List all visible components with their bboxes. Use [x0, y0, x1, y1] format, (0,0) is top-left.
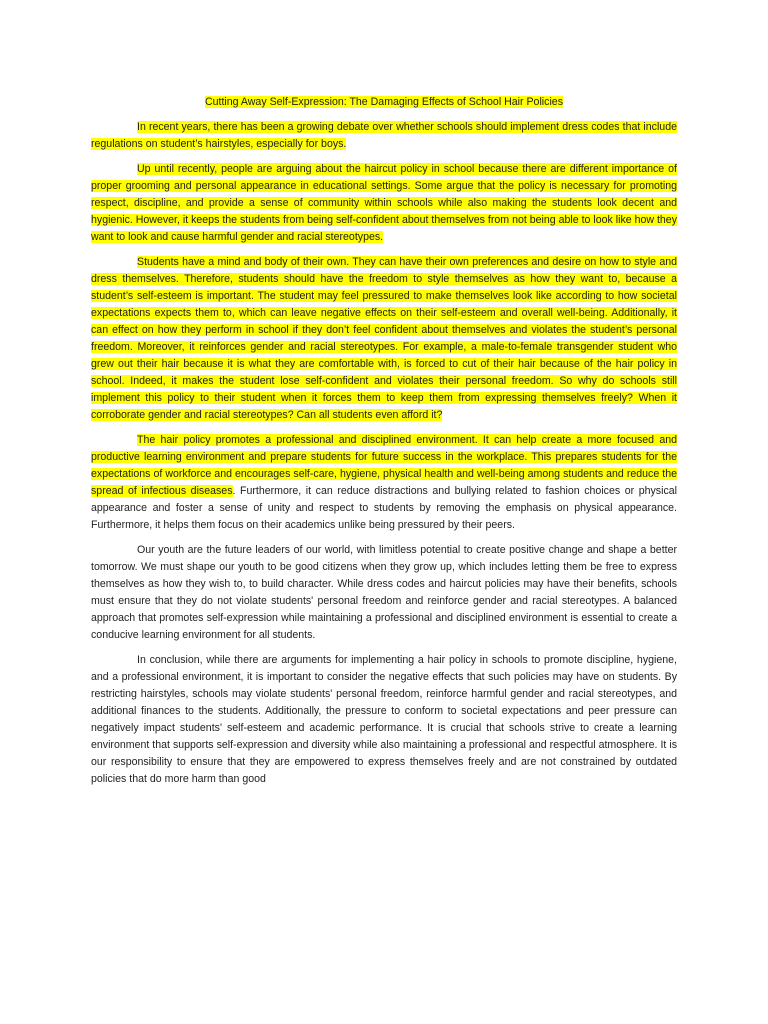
paragraph-2	[91, 161, 677, 246]
paragraph-4	[91, 432, 677, 534]
paragraph-5-plain-text: Our youth are the future leaders of our world, with limitless potential to create positive change and shape a better tomorrow. We must shape our youth to be good citizens when they grow up, which includes letting them be free to express themselves as how they wish to, to build character. While dress codes and haircut policies may have their benefits, schools must ensure that they do not violate students' personal freedom and reinforce gender and racial stereotypes. A balanced approach that promotes self-expression while maintaining a professional and disciplined environment is essential to create a conducive learning environment for all students.	[91, 544, 677, 641]
paragraph-1-highlighted-text: In recent years, there has been a growing debate over whether schools should implement dress codes that include regulations on student’s hairstyles, especially for boys.	[91, 121, 677, 150]
paragraph-6-plain-text: In conclusion, while there are arguments for implementing a hair policy in schools to promote discipline, hygiene, and a professional environment, it is important to consider the negative effects that such policies may have on students. By restricting hairstyles, schools may violate students' personal freedom, reinforce harmful gender and racial stereotypes, and additional finances to the students. Additionally, the pressure to conform to societal expectations and peer pressure can negatively impact students' self-esteem and academic performance. It is crucial that schools strive to create a learning environment that supports self-expression and diversity while also maintaining a professional and respectful atmosphere. It is our responsibility to ensure that they are empowered to express themselves freely and are not constrained by outdated policies that do more harm than good	[91, 654, 677, 785]
paragraph-4-plain-text: . Furthermore, it can reduce distractions and bullying related to fashion choices or physical appearance and foster a sense of unity and respect to students by removing the emphasis on physical appearance. Furthermore, it helps them focus on their academics unlike being pressured by their peers.	[91, 485, 677, 531]
paragraph-5	[91, 542, 677, 644]
document-body	[91, 94, 677, 796]
paragraph-1	[91, 119, 677, 153]
document-title	[91, 94, 677, 111]
paragraph-3-highlighted-text: Students have a mind and body of their own. They can have their own preferences and desire on how to style and dress themselves. Therefore, students should have the freedom to style themselves as how they want to, because a student’s self-esteem is important. The student may feel pressured to make themselves look like according to how societal expectations expects them to, which can leave negative effects on their self-esteem and overall well-being. Additionally, it can effect on how they perform in school if they don’t feel confident about themselves and violates the student’s personal freedom. Moreover, it reinforces gender and racial stereotypes. For example, a male-to-female transgender student who grew out their hair because it is what they are comfortable with, is forced to cut of their hair because of the hair policy in school. Indeed, it makes the student lose self-confident and violates their personal freedom. So why do schools still implement this policy to their student when it forces them to keep them from expressing themselves freely? When it corroborate gender and racial stereotypes? Can all students even afford it?	[91, 256, 677, 421]
paragraph-3	[91, 254, 677, 424]
paragraph-4-highlighted-text: The hair policy promotes a professional and disciplined environment. It can help create a more focused and productive learning environment and prepare students for future success in the workplace. This prepares students for the expectations of workforce and encourages self-care, hygiene, physical health and well-being among students and reduce the spread of infectious diseases	[91, 434, 677, 497]
title-highlight: Cutting Away Self-Expression: The Damaging Effects of School Hair Policies	[204, 96, 563, 108]
paragraph-6	[91, 652, 677, 788]
paragraph-2-highlighted-text: Up until recently, people are arguing about the haircut policy in school because there are different importance of proper grooming and personal appearance in educational settings. Some argue that the policy is necessary for promoting respect, discipline, and provide a sense of community within schools while also making the students look decent and hygienic. However, it keeps the students from being self-confident about themselves from not being able to look like how they want to look and cause harmful gender and racial stereotypes.	[91, 163, 677, 243]
